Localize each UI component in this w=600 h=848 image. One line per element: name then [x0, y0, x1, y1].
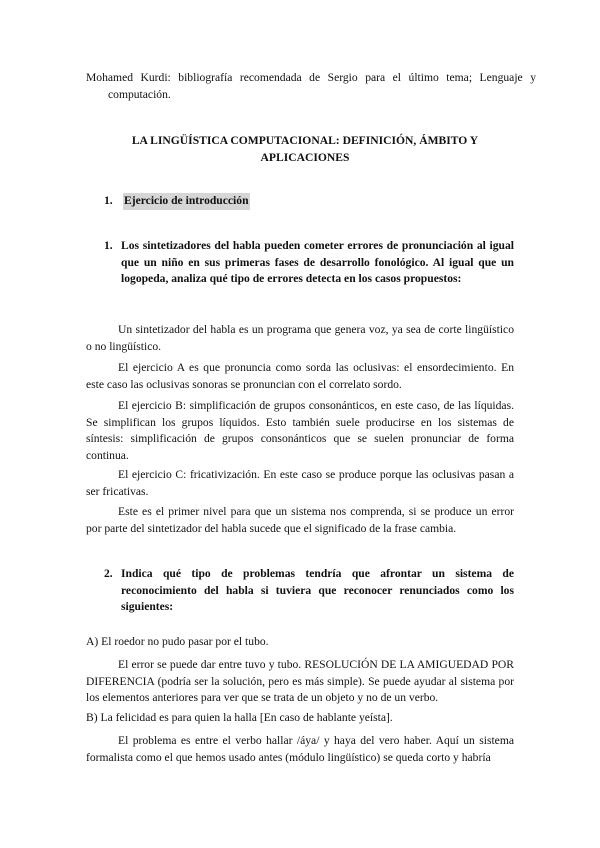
paragraph-4: El ejercicio C: fricativización. En este caso se produce porque las oclusivas pasan a ser fricativas.	[86, 468, 514, 498]
paragraph-1: Un sintetizador del habla es un programa que genera voz, ya sea de corte lingüístico o no lingüístico.	[86, 323, 514, 353]
question-1-number: 1.	[104, 239, 113, 252]
question-1-text: Los sintetizadores del habla pueden cometer errores de pronunciación al igual que un niño en sus primeras fases de desarrollo fonológico. Al igual que un logopeda, analiza qué tipo de errores detecta en los casos propuestos:	[121, 239, 514, 285]
paragraph-3: El ejercicio B: simplificación de grupos consonánticos, en este caso, de las líquidas. Se simplifican los grupos líquidos. Esto también suele producirse en los sistemas de síntesis: simplificación de grupos consonánticos que se suelen pronunciar de forma continua.	[86, 399, 514, 462]
document-title: LA LINGÜÍSTICA COMPUTACIONAL: DEFINICIÓN, ÁMBITO Y APLICACIONES	[131, 134, 479, 164]
paragraph-5: Este es el primer nivel para que un sistema nos comprenda, si se produce un error por parte del sintetizador del habla sucede que el significado de la frase cambia.	[86, 505, 514, 535]
paragraph-6: El error se puede dar entre tuvo y tubo. RESOLUCIÓN DE LA AMIGUEDAD POR DIFERENCIA (podría ser la solución, pero es más simple). Se puede ayudar al sistema por los elementos anteriores para ver que se trata de un objeto y no de un verbo.	[86, 658, 514, 704]
section-number: 1.	[104, 194, 113, 207]
paragraph-2: El ejercicio A es que pronuncia como sorda las oclusivas: el ensordecimiento. En este caso las oclusivas sonoras se pronuncian con el correlato sordo.	[86, 361, 514, 391]
question-2-text: Indica qué tipo de problemas tendría que afrontar un sistema de reconocimiento del habla si tuviera que reconocer renunciados como los siguientes:	[121, 567, 514, 613]
section-title: Ejercicio de introducción	[123, 193, 250, 210]
example-b: B) La felicidad es para quien la halla [En caso de hablante yeísta].	[86, 711, 393, 724]
question-2-number: 2.	[104, 567, 113, 580]
header-line: Mohamed Kurdi: bibliografía recomendada de Sergio para el último tema; Lenguaje y computación.	[86, 71, 536, 101]
paragraph-7: El problema es entre el verbo hallar /áya/ y haya del vero haber. Aquí un sistema formalista como el que hemos usado antes (módulo lingüístico) se queda corto y habría	[86, 734, 514, 764]
example-a: A) El roedor no pudo pasar por el tubo.	[86, 635, 269, 648]
